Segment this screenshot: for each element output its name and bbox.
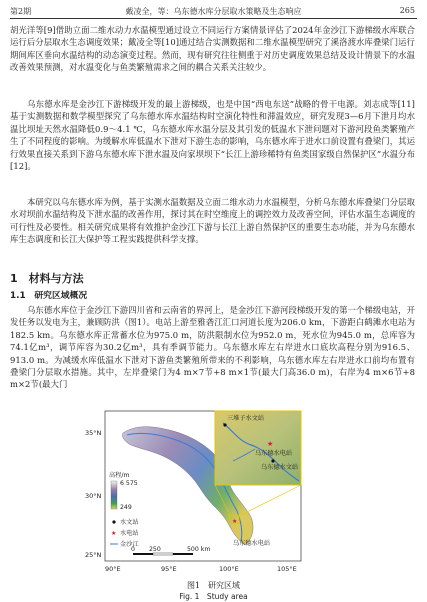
subsection-heading: 1.1 研究区域概况 (10, 291, 88, 301)
lon-label-100: 100°E (219, 565, 239, 573)
lat-label-35: 35°N (85, 429, 102, 437)
header-rule (10, 18, 417, 19)
lon-label-105: 105°E (277, 565, 297, 573)
elevation-max-label: 6 575 (120, 480, 138, 487)
elevation-legend-title: 高程/m (109, 472, 130, 479)
inset-power-marker: ★ (267, 440, 274, 448)
lon-label-95: 95°E (161, 565, 177, 573)
legend-power-label: 水电站 (120, 530, 139, 537)
wudongde-station-marker (271, 459, 274, 462)
inset-label-hydro: 乌东德水文站 (261, 464, 299, 471)
legend-hydro-label: 水文站 (120, 519, 139, 526)
inset-label-power: 乌东德水电站 (255, 450, 293, 457)
intro-paragraph-1: 胡光洋等[9]借助立面二维水动力水温模型通过设立不同运行方案情景评估了2024年金沙江下游梯级水库联合运行后分层取水生态调度效果；戴凌全等[10]通过结合实测数据和二维水温模型研究了溪洛渡水库叠梁门运行期间库区垂向水温结构的动态演变过程。然而，现有研究往往侧重于对历史调度效果总结及设计情景下的水温改善效果预测，对水温变化与鱼类繁殖需求之间的耦合关系关注较少。 (10, 25, 415, 73)
page-number: 265 (399, 6, 415, 15)
scale-label-500: 500 km (187, 546, 211, 553)
issue-number: 第2期 (10, 7, 32, 16)
legend-hydro-symbol (112, 520, 115, 523)
scale-bar-seg-3 (173, 553, 193, 555)
scale-label-250: 250 (149, 546, 161, 553)
scale-label-0: 0 (131, 546, 135, 553)
inset-label-sanduizi: 三堆子水文站 (227, 415, 265, 422)
lon-label-90: 90°E (105, 565, 121, 573)
main-power-label: 乌东德水电站 (233, 540, 271, 547)
intro-paragraph-3: 本研究以乌东德水库为例，基于实测水温数据及立面二维水动力水温模型，分析乌东德水库叠梁门分层取水对坝前水温结构及下泄水温的改善作用，探讨其在时空维度上的调控效力及改善空间，评估水温生态调度的可行性及必要性。相关研究成果将有效推护金沙江下游与长江上游自然保护区的重要生态功能，并为乌东德水库生态调度和长江大保护等工程实践提供科学支撑。 (10, 197, 415, 245)
study-area-paragraph: 乌东德水库位于金沙江下游四川省和云南省的界河上，是金沙江下游河段梯级开发的第一个梯级电站，开发任务以发电为主，兼顾防洪（图1）。电站上游至雅砻江汇口河道长度为206.0 km，下游距白鹤滩水电站为182.5 km。乌东德水库正常蓄水位为975.0 m，防洪限制水位为952.0 m，死水位为945.0 m，总库容为74.1亿m³，调节库容为30.2亿m³，具有季调节能力。乌东德水库左右岸进水口底坎高程分别为916.5、913.0 m。为减缓水库低温水下泄对下游鱼类繁殖所带来的不利影响，乌东德水库左右岸进水口前均布置有叠梁门分层取水措施。其中，左岸叠梁门为4 m×7节+8 m×1节(最大门高36.0 m)，右岸为4 m×6节+8 m×2节(最大门 (10, 305, 415, 390)
scale-bar-seg-2 (153, 553, 173, 555)
study-area-map (83, 405, 307, 581)
lat-label-25: 25°N (85, 551, 102, 559)
scale-bar-seg-1 (133, 553, 153, 555)
legend-river-label: 金沙江 (120, 541, 139, 548)
section-heading: 1 材料与方法 (10, 272, 84, 285)
lat-label-30: 30°N (85, 492, 102, 500)
sanduizi-station-marker (223, 423, 226, 426)
intro-paragraph-2: 乌东德水库是金沙江下游梯级开发的最上游梯级，也是中国“西电东送”战略的骨干电源。刘志成等[11]基于实测数据和数学模型探究了乌东德水库水温结构时空演化特性和滞温效应，研究发现3—6月下泄月均水温比坝址天然水温降低0.9～4.1 ℃，乌东德水库水温分层及其引发的低温水下泄问题对下游河段鱼类繁殖产生了不同程度的影响。为缓解水库低温水下泄对下游生态的影响，乌东德水库于进水口前设置有叠梁门，其运行效果直接关系到下游乌东德水库下泄水温及向家坝坝下“长江上游珍稀特有鱼类国家级自然保护区”水温分布[12]。 (10, 99, 415, 172)
legend-power-symbol: ★ (111, 530, 117, 537)
elevation-colorbar (111, 481, 117, 509)
figure-caption-en: Fig. 1 Study area (179, 592, 248, 601)
running-title: 戴凌全，等：乌东德水库分层取水策略及生态响应 (125, 7, 302, 16)
main-power-marker: ★ (232, 518, 238, 525)
figure-caption-cn: 图1 研究区域 (186, 581, 241, 590)
elevation-min-label: 249 (120, 504, 132, 511)
study-area-figure (83, 405, 307, 581)
